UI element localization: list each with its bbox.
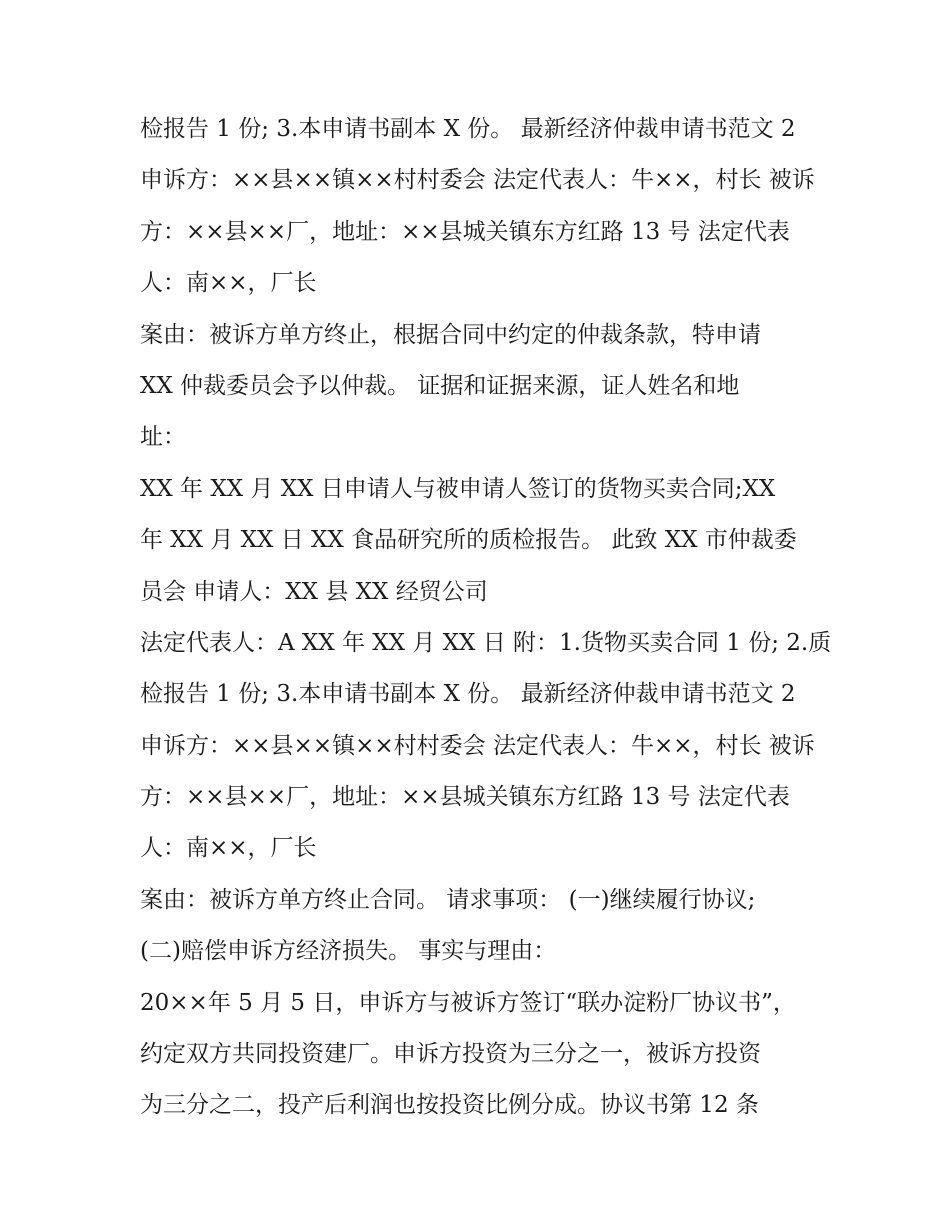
text-line: (二)赔偿申诉方经济损失。 事实与理由： bbox=[140, 938, 557, 965]
text-line: 方：××县××厂，地址：××县城关镇东方红路 13 号 法定代表 bbox=[140, 784, 790, 811]
text-line: 方：××县××厂，地址：××县城关镇东方红路 13 号 法定代表 bbox=[140, 218, 790, 245]
text-line: 法定代表人：A XX 年 XX 月 XX 日 附：1.货物买卖合同 1 份; 2.质 bbox=[140, 629, 832, 656]
text-line: 人：南××，厂长 bbox=[140, 270, 317, 297]
text-line: 址： bbox=[140, 424, 186, 451]
text-line: 案由：被诉方单方终止，根据合同中约定的仲裁条款，特申请 bbox=[140, 321, 761, 348]
text-line: 20××年 5 月 5 日，申诉方与被诉方签订“联办淀粉厂协议书”， bbox=[140, 989, 796, 1016]
text-line: XX 年 XX 月 XX 日申请人与被申请人签订的货物买卖合同;XX bbox=[140, 475, 776, 502]
text-line: 年 XX 月 XX 日 XX 食品研究所的质检报告。 此致 XX 市仲裁委 bbox=[140, 527, 797, 554]
text-line: 检报告 1 份; 3.本申请书副本 X 份。 最新经济仲裁申请书范文 2 bbox=[140, 116, 796, 142]
text-line: 约定双方共同投资建厂。申诉方投资为三分之一，被诉方投资 bbox=[140, 1041, 761, 1068]
text-line: 为三分之二，投产后利润也按投资比例分成。协议书第 12 条 bbox=[140, 1092, 759, 1119]
text-line: 申诉方：××县××镇××村村委会 法定代表人：牛××，村长 被诉 bbox=[140, 167, 815, 194]
text-line: 检报告 1 份; 3.本申请书副本 X 份。 最新经济仲裁申请书范文 2 bbox=[140, 681, 796, 708]
text-line: 案由：被诉方单方终止合同。 请求事项： (一)继续履行协议; bbox=[140, 886, 756, 913]
text-line: 员会 申请人：XX 县 XX 经贸公司 bbox=[140, 578, 488, 605]
text-line: 申诉方：××县××镇××村村委会 法定代表人：牛××，村长 被诉 bbox=[140, 732, 815, 759]
document-body bbox=[140, 104, 832, 1132]
text-line: 人：南××，厂长 bbox=[140, 835, 317, 862]
text-line: XX 仲裁委员会予以仲裁。 证据和证据来源，证人姓名和地 bbox=[140, 372, 740, 399]
